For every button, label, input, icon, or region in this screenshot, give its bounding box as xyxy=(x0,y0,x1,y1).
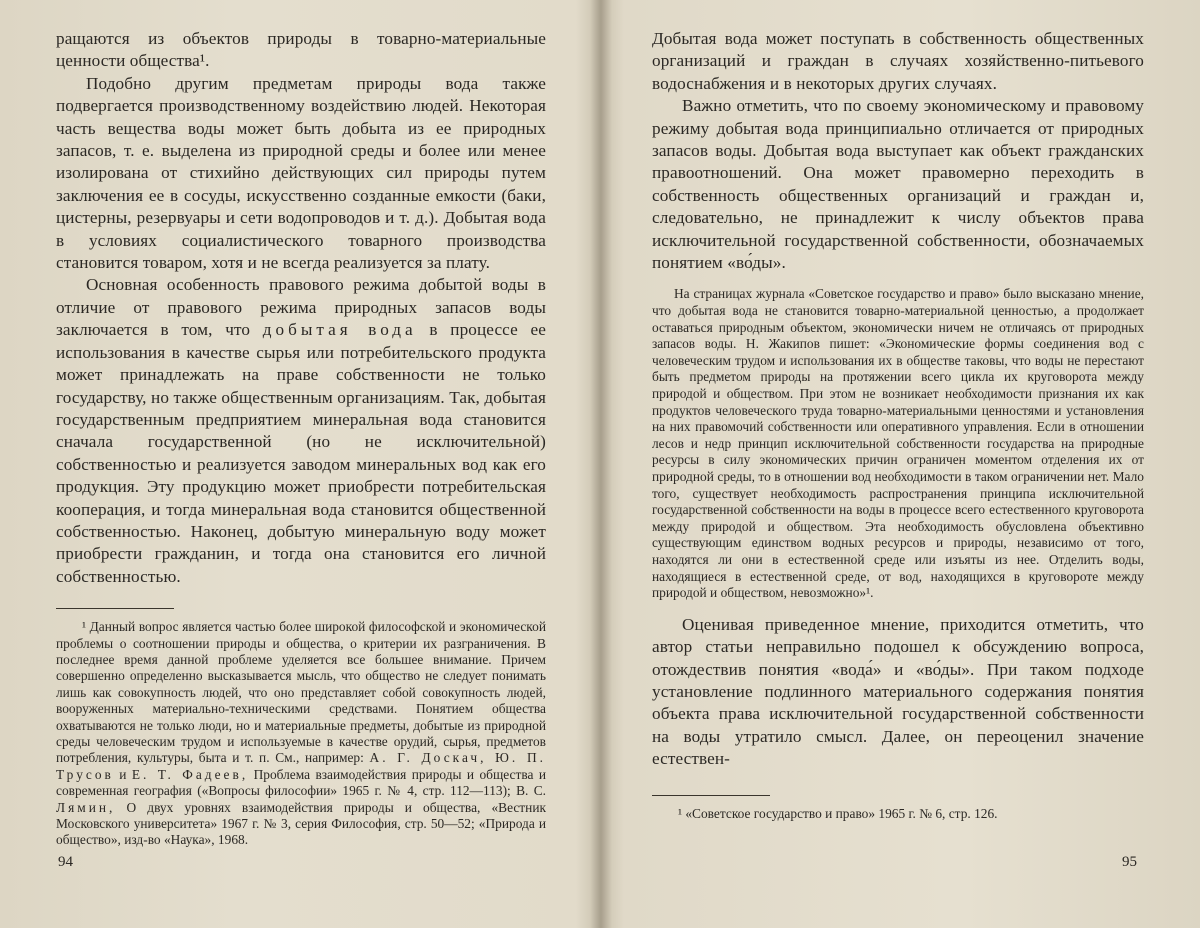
page-number-left: 94 xyxy=(58,854,73,870)
emphasized-term: добытая вода xyxy=(262,320,417,340)
left-paragraph-3-start: Основная особенность правового режима добытой воды в отличие от правового режима природных запасов воды заключается в том, что xyxy=(56,275,546,340)
left-paragraph-1: ращаются из объектов природы в товарно-материальные ценности общества¹. xyxy=(56,29,546,71)
footnote-text-start: ¹ Данный вопрос является частью более широкой философской и экономической проблемы о соотношении природы и общества, о критерии их разграничения. В последнее время данной проблеме уделяется все большее внимание. Причем совершенно определенно высказывается мысль, что общество не следует понимать лишь как совокупность людей, что оно представляет собой совокупность людей, вооруженных материально-техническими средствами. Понятием общества охватываются не только люди, но и материальные предметы, добытые из природной среды человеческим трудом и используемые в качестве орудий, сырья, предметов потребления, культуры, быта и т. п. См., например: xyxy=(56,619,546,766)
right-footnote-text: ¹ «Советское государство и право» 1965 г. № 6, стр. 126. xyxy=(678,805,998,821)
page-number-right: 95 xyxy=(1122,854,1137,870)
right-body-text xyxy=(652,28,1144,274)
footnote-divider xyxy=(56,608,174,609)
quoted-small-text xyxy=(652,286,1144,601)
book-gutter xyxy=(590,0,612,928)
footnote-text-mid: Проблема взаимодействия природы и общества и современная география («Вопросы философии» 1965 г. № 4, стр. 112—113); В. С. xyxy=(56,766,546,799)
right-paragraph-2: Важно отметить, что по своему экономическому и правовому режиму добытая вода принципиально отличается от природных запасов воды. Добытая вода выступает как объект гражданских правоотношений. Она может правомерно переходить в собственность общественных организаций и граждан и, следовательно, не принадлежит к числу объектов права исключительной государственной собственности, обозначаемых понятием «во́ды». xyxy=(652,96,1144,273)
left-footnote xyxy=(56,619,546,849)
footnote-author-3: Лямин, xyxy=(56,799,116,815)
right-footnote xyxy=(652,806,1144,822)
left-page xyxy=(56,28,546,849)
left-paragraph-2: Подобно другим предметам природы вода также подвергается производственному воздействию людей. Некоторая часть вещества воды может быть добыта из ее природных запасов, т. е. выделена из природной среды и более или менее изолирована от стихийно действующих сил природы путем заключения ее в сосуды, искусственно созданные емкости (баки, цистерны, резервуары и сети водопроводов и т. д.). Добытая вода в условиях социалистического товарного производства становится товаром, хотя и не всегда реализуется за плату. xyxy=(56,73,546,273)
left-paragraph-3 xyxy=(56,274,546,588)
footnote-divider-right xyxy=(652,795,770,796)
footnote-author-2: Е. Т. Фадеев, xyxy=(131,766,249,782)
footnote-and: и xyxy=(119,766,127,782)
footnote-text-end: О двух уровнях взаимодействия природы и общества, «Вестник Московского университета» 1967 г. № 3, серия Философия, стр. 50—52; «Природа и общество», изд-во «Наука», 1968. xyxy=(56,799,546,848)
right-closing-paragraph: Оценивая приведенное мнение, приходится отметить, что автор статьи неправильно подошел к обсуждению вопроса, отождествив понятия «вода́» и «во́ды». При таком подходе установление подлинного материального содержания понятия объекта права исключительной государственной собственности на воды утратило смысл. Далее, он переоценил значение естествен- xyxy=(652,614,1144,769)
footnote-author-1: А. Г. Доскач, Ю. П. Трусов xyxy=(56,750,546,782)
right-paragraph-1: Добытая вода может поступать в собственность общественных организаций и граждан в случаях хозяйственно-питьевого водоснабжения и в некоторых других случаях. xyxy=(652,29,1144,93)
right-page xyxy=(652,28,1144,822)
right-closing-text xyxy=(652,614,1144,771)
small-text-paragraph: На страницах журнала «Советское государство и право» было высказано мнение, что добытая вода не становится товарно-материальной ценностью, а продолжает оставаться природным объектом, экономически ничем не отличаясь от природных запасов воды. Н. Жакипов пишет: «Экономические формы соединения вод с человеческим трудом и использования их в обществе таковы, что воды не перестают быть предметом природы на протяжении всего цикла их круговорота между природой и обществом. При этом не возникает необходимости признания их как продуктов человеческого труда товарно-материальными ценностями и установления на них правомочий собственности или оперативного управления. Если в отношении лесов и недр принцип исключительной собственности государства на природные ресурсы в силу экономических причин ограничен моментом отделения их от природной среды, то в отношении вод необходимости в таком ограничении нет. Мало того, существует необходимость распространения принципа исключительной государственной собственности на воды в процессе всего естественного круговорота между природой и обществом. Эта необходимость обусловлена объективно существующим единством водных ресурсов и природы, независимо от того, находятся ли они в естественной среде или изъяты из нее. Отделить воды, находящиеся в естественной среде, от вод, находящихся в круговороте между природой и обществом, невозможно»¹. xyxy=(652,286,1144,601)
left-body-text xyxy=(56,28,546,588)
left-paragraph-3-end: в процессе ее использования в качестве сырья или потребительского продукта может принадлежать на праве собственности не только государству, но также общественным организациям. Так, добытая государственным предприятием минеральная вода становится сначала государственной (но не исключительной) собственностью и реализуется заводом минеральных вод как его продукция. Эту продукцию может приобрести потребительская кооперация, и тогда минеральная вода становится общественной собственностью. Наконец, добытую минеральную воду может приобрести гражданин, и тогда она становится его личной собственностью. xyxy=(56,320,546,586)
